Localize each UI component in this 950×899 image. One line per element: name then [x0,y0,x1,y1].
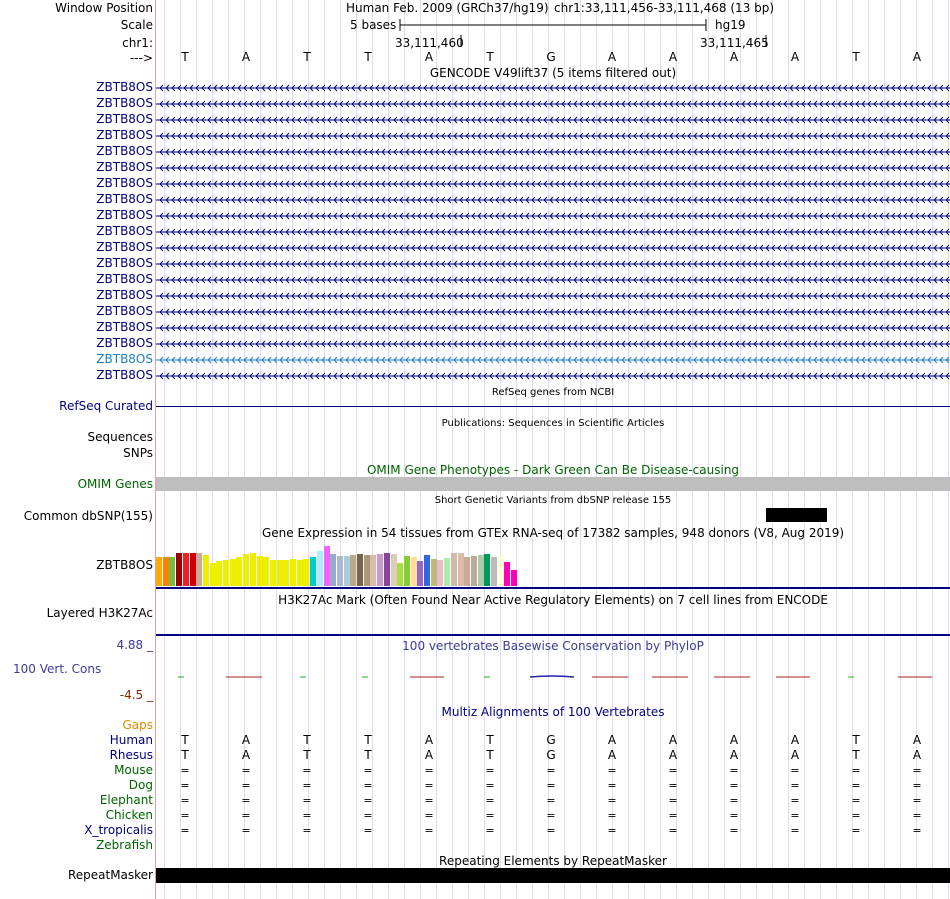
alignment-match-mark: = [729,779,739,792]
alignment-match-mark: = [302,764,312,777]
alignment-match-mark: = [790,794,800,807]
h3k27ac-track-title[interactable]: H3K27Ac Mark (Often Found Near Active Regulatory Elements) on 7 cell lines from ENCODE [278,593,828,607]
alignment-base: T [486,748,494,762]
alignment-match-mark: = [729,764,739,777]
alignment-match-mark: = [363,824,373,837]
gencode-transcript-label[interactable]: ZBTB8OS [96,224,153,238]
alignment-base: T [303,748,311,762]
multiz-species-label[interactable]: Chicken [105,808,153,822]
alignment-match-mark: = [851,824,861,837]
alignment-match-mark: = [790,824,800,837]
gencode-transcript-label[interactable]: ZBTB8OS [96,160,153,174]
base-letter: A [729,50,739,64]
alignment-match-mark: = [668,764,678,777]
alignment-match-mark: = [546,764,556,777]
alignment-match-mark: = [607,824,617,837]
alignment-base: A [607,748,617,762]
alignment-match-mark: = [302,809,312,822]
alignment-base: T [852,748,860,762]
alignment-base: T [181,748,189,762]
alignment-match-mark: = [607,764,617,777]
alignment-match-mark: = [424,764,434,777]
gencode-transcript-label[interactable]: ZBTB8OS [96,320,153,334]
alignment-match-mark: = [485,809,495,822]
alignment-base: A [241,748,251,762]
alignment-match-mark: = [241,764,251,777]
alignment-match-mark: = [912,779,922,792]
alignment-match-mark: = [424,824,434,837]
pubs-sequences-label[interactable]: Sequences [87,430,153,444]
base-letter: T [181,50,189,64]
alignment-match-mark: = [851,794,861,807]
omim-track-title[interactable]: OMIM Gene Phenotypes - Dark Green Can Be Disease-causing [366,463,740,477]
alignment-match-mark: = [424,794,434,807]
alignment-match-mark: = [668,824,678,837]
alignment-match-mark: = [485,824,495,837]
alignment-match-mark: = [424,779,434,792]
alignment-base: A [729,733,739,747]
multiz-species-label[interactable]: Zebrafish [96,838,153,852]
alignment-match-mark: = [241,809,251,822]
alignment-match-mark: = [607,809,617,822]
position-text: chr1:33,111,456-33,111,468 (13 bp) [554,1,775,15]
gencode-transcript-label[interactable]: ZBTB8OS [96,208,153,222]
base-letter: T [364,50,372,64]
alignment-match-mark: = [363,794,373,807]
pubs-track-title[interactable]: Publications: Sequences in Scientific Articles [441,418,665,429]
gencode-transcript-label[interactable]: ZBTB8OS [96,368,153,382]
coord-left: 33,111,460 [395,36,464,50]
gencode-transcript-label[interactable]: ZBTB8OS [96,96,153,110]
alignment-base: A [790,733,800,747]
alignment-match-mark: = [180,764,190,777]
pubs-snps-label[interactable]: SNPs [123,446,153,460]
alignment-match-mark: = [912,764,922,777]
alignment-match-mark: = [912,809,922,822]
multiz-species-label[interactable]: Rhesus [109,748,153,762]
gencode-transcript-label[interactable]: ZBTB8OS [96,192,153,206]
base-letter: A [912,50,922,64]
alignment-match-mark: = [790,779,800,792]
alignment-base: A [912,748,922,762]
alignment-match-mark: = [546,809,556,822]
gencode-transcript-label[interactable]: ZBTB8OS [96,144,153,158]
alignment-base: A [668,733,678,747]
base-letter: T [303,50,311,64]
h3k27ac-label[interactable]: Layered H3K27Ac [46,606,153,620]
alignment-match-mark: = [302,779,312,792]
multiz-species-label[interactable]: X_tropicalis [84,823,153,837]
omim-label[interactable]: OMIM Genes [77,477,153,491]
chrom-label: chr1: [122,36,153,50]
alignment-match-mark: = [668,794,678,807]
alignment-match-mark: = [912,824,922,837]
alignment-base: G [546,748,556,762]
multiz-species-label[interactable]: Mouse [114,763,153,777]
gencode-transcript-label[interactable]: ZBTB8OS [96,112,153,126]
alignment-base: A [729,748,739,762]
gencode-transcript-label[interactable]: ZBTB8OS [96,256,153,270]
alignment-match-mark: = [668,779,678,792]
assembly-text: Human Feb. 2009 (GRCh37/hg19) [346,1,549,15]
alignment-base: A [912,733,922,747]
refseq-track-title[interactable]: RefSeq genes from NCBI [491,387,615,398]
gencode-track-title[interactable]: GENCODE V49lift37 (5 items filtered out) [429,66,677,80]
alignment-match-mark: = [180,779,190,792]
alignment-match-mark: = [424,809,434,822]
gencode-transcript-label[interactable]: ZBTB8OS [96,288,153,302]
repeatmasker-label[interactable]: RepeatMasker [67,868,153,882]
multiz-species-label[interactable]: Human [109,733,153,747]
alignment-match-mark: = [546,824,556,837]
refseq-label[interactable]: RefSeq Curated [59,399,153,413]
alignment-match-mark: = [607,794,617,807]
alignment-match-mark: = [790,764,800,777]
alignment-match-mark: = [729,794,739,807]
phylop-min-label: -4.5 _ [119,688,153,702]
alignment-match-mark: = [668,809,678,822]
dbsnp-label[interactable]: Common dbSNP(155) [23,509,153,523]
coord-right: 33,111,465 [700,36,769,50]
alignment-match-mark: = [546,794,556,807]
gtex-label[interactable]: ZBTB8OS [96,558,153,572]
alignment-match-mark: = [912,794,922,807]
alignment-base: T [486,733,494,747]
dbsnp-track-title[interactable]: Short Genetic Variants from dbSNP release 155 [434,495,672,506]
alignment-match-mark: = [180,824,190,837]
alignment-match-mark: = [607,779,617,792]
alignment-match-mark: = [729,824,739,837]
alignment-match-mark: = [485,794,495,807]
multiz-gaps-label[interactable]: Gaps [122,718,153,732]
alignment-base: A [607,733,617,747]
alignment-match-mark: = [363,764,373,777]
strand-label: ---> [129,51,153,65]
base-letter: G [546,50,556,64]
alignment-base: T [181,733,189,747]
base-letter: A [241,50,251,64]
phylop-max-label: 4.88 _ [116,638,153,652]
alignment-match-mark: = [180,809,190,822]
phylop-label[interactable]: 100 Vert. Cons [13,662,102,676]
alignment-match-mark: = [485,779,495,792]
gencode-transcript-label[interactable]: ZBTB8OS [96,240,153,254]
gencode-transcript-label[interactable]: ZBTB8OS [96,336,153,350]
gencode-transcript-label[interactable]: ZBTB8OS [96,80,153,94]
multiz-species-label[interactable]: Elephant [99,793,153,807]
base-letter: A [668,50,678,64]
alignment-match-mark: = [363,779,373,792]
alignment-match-mark: = [851,809,861,822]
alignment-base: A [424,748,434,762]
alignment-base: T [364,748,372,762]
alignment-match-mark: = [241,794,251,807]
multiz-track-title[interactable]: Multiz Alignments of 100 Vertebrates [441,705,665,719]
repeatmasker-track-title[interactable]: Repeating Elements by RepeatMasker [439,854,667,868]
alignment-match-mark: = [485,764,495,777]
alignment-base: T [852,733,860,747]
base-letter: T [486,50,494,64]
alignment-match-mark: = [180,794,190,807]
base-letter: A [790,50,800,64]
scale-db: hg19 [715,18,746,32]
alignment-base: G [546,733,556,747]
repeatmasker-feature-bar[interactable] [156,868,950,883]
gtex-track-title[interactable]: Gene Expression in 54 tissues from GTEx RNA-seq of 17382 samples, 948 donors (V8, Aug 2019) [261,526,845,540]
alignment-match-mark: = [851,764,861,777]
alignment-match-mark: = [302,794,312,807]
alignment-match-mark: = [302,824,312,837]
gencode-transcript-label[interactable]: ZBTB8OS [96,304,153,318]
alignment-match-mark: = [729,809,739,822]
alignment-base: A [241,733,251,747]
base-letter: A [424,50,434,64]
base-letter: T [852,50,860,64]
alignment-base: A [424,733,434,747]
window-position-label: Window Position [55,1,153,15]
scale-text: 5 bases [350,18,397,32]
alignment-match-mark: = [851,779,861,792]
alignment-match-mark: = [241,779,251,792]
gencode-transcript-label[interactable]: ZBTB8OS [96,128,153,142]
scale-label: Scale [120,18,153,32]
gencode-transcript-label[interactable]: ZBTB8OS [96,176,153,190]
multiz-species-label[interactable]: Dog [128,778,153,792]
gencode-transcript-label[interactable]: ZBTB8OS [96,272,153,286]
gencode-transcript-label[interactable]: ZBTB8OS [96,352,153,366]
alignment-base: A [790,748,800,762]
alignment-match-mark: = [546,779,556,792]
alignment-base: T [303,733,311,747]
alignment-match-mark: = [363,809,373,822]
phylop-track-title[interactable]: 100 vertebrates Basewise Conservation by PhyloP [402,639,704,653]
alignment-base: A [668,748,678,762]
alignment-base: T [364,733,372,747]
alignment-match-mark: = [790,809,800,822]
base-letter: A [607,50,617,64]
alignment-match-mark: = [241,824,251,837]
